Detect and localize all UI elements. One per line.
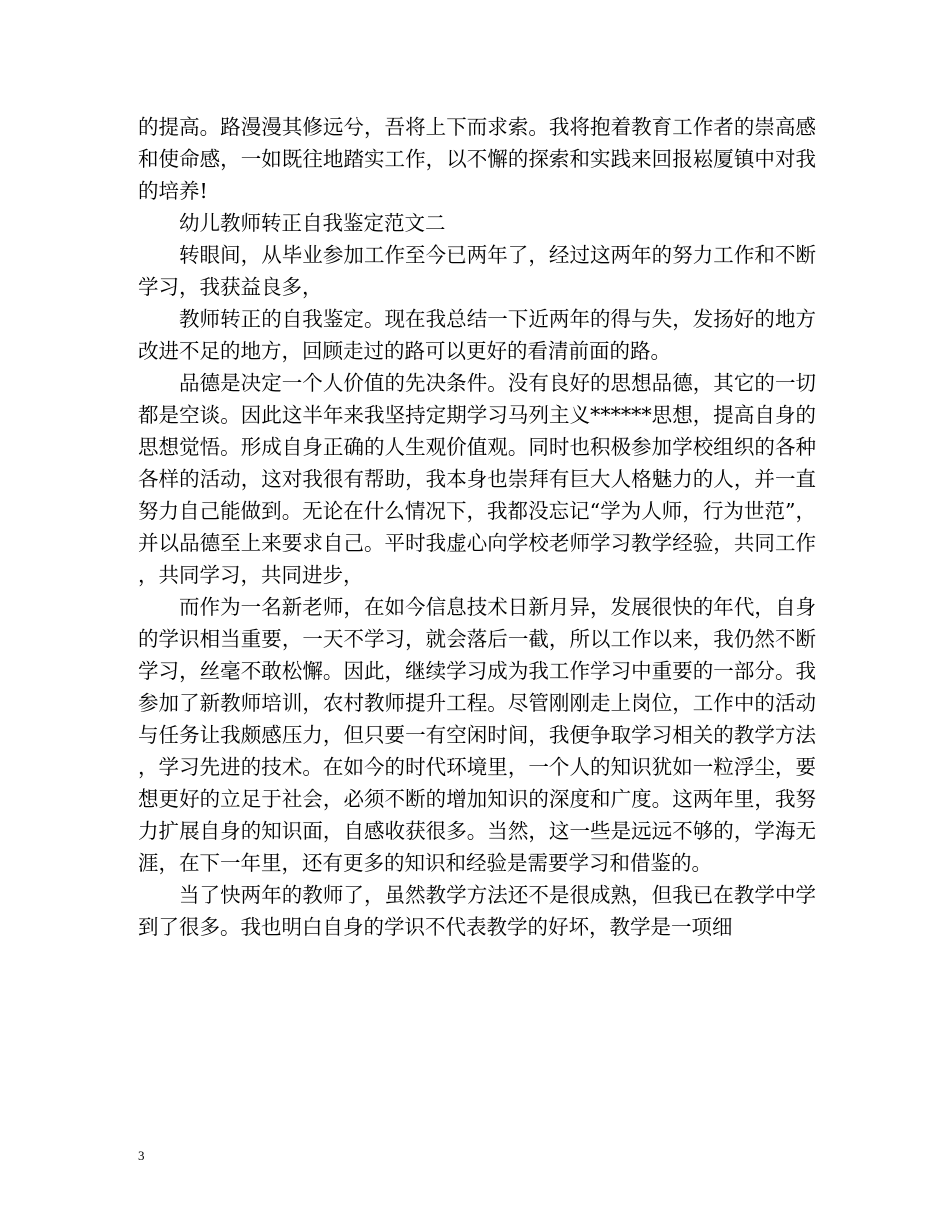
page-number: 3 — [138, 1148, 145, 1163]
paragraph-6: 而作为一名新老师，在如今信息技术日新月异，发展很快的年代，自身的学识相当重要，一天不学习，就会落后一截，所以工作以来，我仍然不断学习，丝毫不敢松懈。因此，继续学习成为我工作学习中重要的一部分。我参加了新教师培训，农村教师提升工程。尽管刚刚走上岗位，工作中的活动与任务让我颇感压力，但只要一有空闲时间，我便争取学习相关的教学方法，学习先进的技术。在如今的时代环境里，一个人的知识犹如一粒浮尘，要想更好的立足于社会，必须不断的增加知识的深度和广度。这两年里，我努力扩展自身的知识面，自感收获很多。当然，这一些是远远不够的，学海无涯，在下一年里，还有更多的知识和经验是需要学习和借鉴的。 — [138, 595, 816, 875]
paragraph-7: 当了快两年的教师了，虽然教学方法还不是很成熟，但我已在教学中学到了很多。我也明白自身的学识不代表教学的好坏，教学是一项细 — [138, 883, 816, 939]
paragraph-3: 转眼间，从毕业参加工作至今已两年了，经过这两年的努力工作和不断学习，我获益良多， — [138, 243, 816, 299]
paragraph-5: 品德是决定一个人价值的先决条件。没有良好的思想品德，其它的一切都是空谈。因此这半年来我坚持定期学习马列主义******思想，提高自身的思想觉悟。形成自身正确的人生观价值观。同时也积极参加学校组织的各种各样的活动，这对我很有帮助，我本身也崇拜有巨大人格魅力的人，并一直努力自己能做到。无论在什么情况下，我都没忘记“学为人师，行为世范”，并以品德至上来要求自己。平时我虚心向学校老师学习教学经验，共同工作，共同学习，共同进步， — [138, 371, 816, 587]
paragraph-1: 的提高。路漫漫其修远兮，吾将上下而求索。我将抱着教育工作者的崇高感和使命感，一如既往地踏实工作，以不懈的探索和实践来回报崧厦镇中对我的培养! — [138, 115, 816, 203]
document-body — [138, 111, 816, 943]
paragraph-4: 教师转正的自我鉴定。现在我总结一下近两年的得与失，发扬好的地方改进不足的地方，回顾走过的路可以更好的看清前面的路。 — [138, 307, 816, 363]
section-heading: 幼儿教师转正自我鉴定范文二 — [179, 211, 446, 235]
